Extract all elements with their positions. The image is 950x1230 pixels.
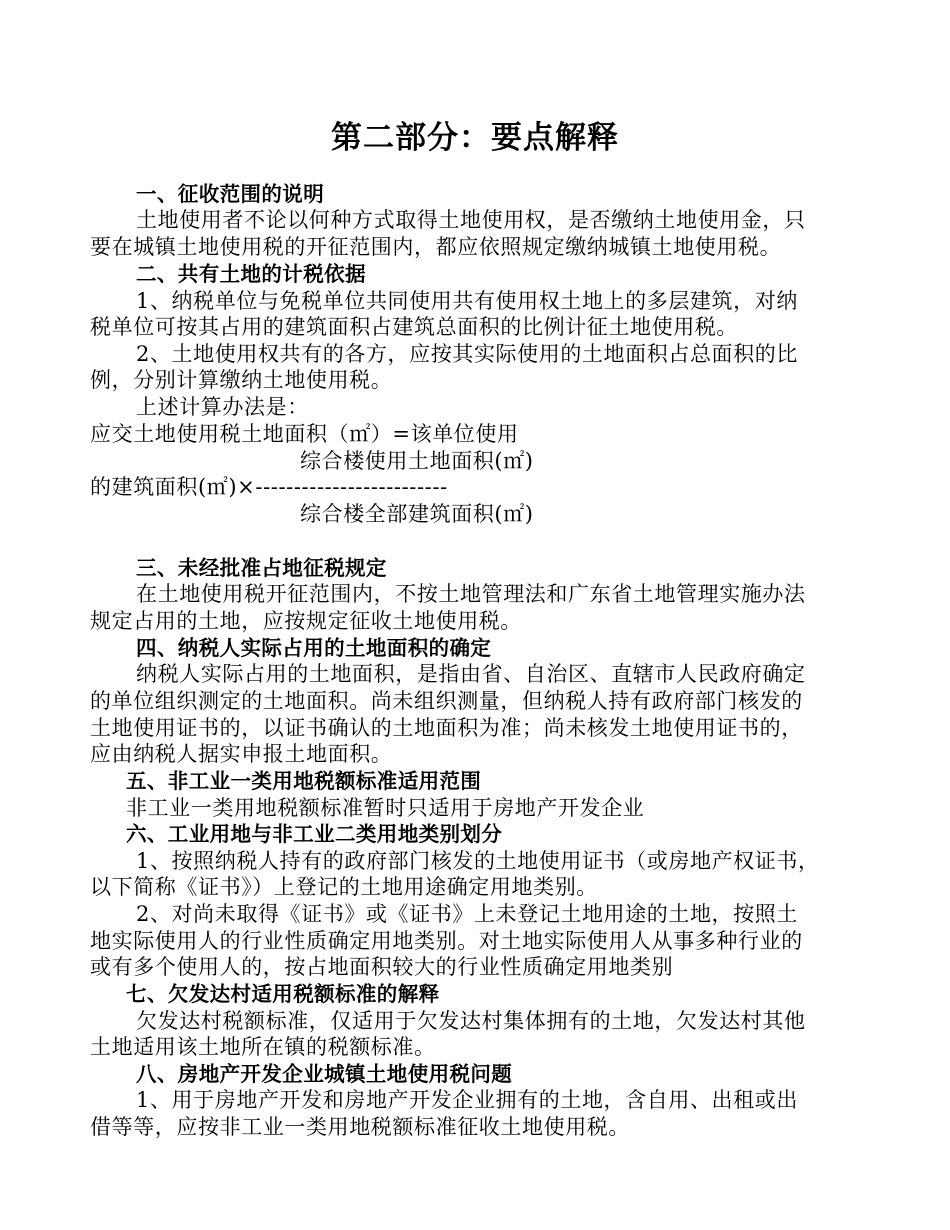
section-heading-3: 三、未经批准占地征税规定 [136,556,387,580]
paragraph-line: 欠发达村税额标准，仅适用于欠发达村集体拥有的土地，欠发达村其他 [136,1009,806,1033]
formula-denominator: 综合楼全部建筑面积(㎡) [300,502,534,526]
paragraph-line: 纳税人实际占用的土地面积，是指由省、自治区、直辖市人民政府确定 [136,662,806,686]
formula-numerator: 综合楼使用土地面积(㎡) [300,449,534,473]
section-heading-1: 一、征收范围的说明 [136,182,325,206]
section-heading-4: 四、纳税人实际占用的土地面积的确定 [136,636,492,660]
paragraph-line: 规定占用的土地，应按规定征收土地使用税。 [90,609,522,633]
paragraph-line: 的单位组织测定的土地面积。尚未组织测量，但纳税人持有政府部门核发的 [90,689,803,713]
paragraph-line: 例，分别计算缴纳土地使用税。 [90,368,393,392]
section-heading-5: 五、非工业一类用地税额标准适用范围 [126,769,482,793]
paragraph-line: 应由纳税人据实申报土地面积。 [90,742,393,766]
paragraph-line: 上述计算办法是： [136,395,309,419]
paragraph-line: 土地适用该土地所在镇的税额标准。 [90,1035,436,1059]
paragraph-line: 以下简称《证书》）上登记的土地用途确定用地类别。 [90,875,598,899]
paragraph-line: 土地使用者不论以何种方式取得土地使用权，是否缴纳土地使用金，只 [136,208,806,232]
formula-line: 应交土地使用税土地面积（㎡）=该单位使用 [90,422,519,446]
paragraph-line: 税单位可按其占用的建筑面积占建筑总面积的比例计征土地使用税。 [90,315,738,339]
section-heading-7: 七、欠发达村适用税额标准的解释 [126,982,440,1006]
paragraph-line: 在土地使用税开征范围内，不按土地管理法和广东省土地管理实施办法 [136,582,806,606]
section-heading-2: 二、共有土地的计税依据 [136,262,366,286]
paragraph-line: 1、纳税单位与免税单位共同使用共有使用权土地上的多层建筑，对纳 [136,289,798,313]
formula-line: 的建筑面积(㎡)×------------------------- [90,475,448,499]
page-title: 第二部分：要点解释 [331,120,619,156]
paragraph-line: 1、用于房地产开发和房地产开发企业拥有的土地，含自用、出租或出 [136,1088,798,1112]
paragraph-line: 或有多个使用人的，按占地面积较大的行业性质确定用地类别 [90,955,674,979]
section-heading-6: 六、工业用地与非工业二类用地类别划分 [126,822,503,846]
paragraph-line: 地实际使用人的行业性质确定用地类别。对土地实际使用人从事多种行业的 [90,929,803,953]
paragraph-line: 2、土地使用权共有的各方，应按其实际使用的土地面积占总面积的比 [136,342,798,366]
paragraph-line: 2、对尚未取得《证书》或《证书》上未登记土地用途的土地，按照土 [136,902,798,926]
paragraph-line: 土地使用证书的，以证书确认的土地面积为准；尚未核发土地使用证书的， [90,716,803,740]
paragraph-line: 非工业一类用地税额标准暂时只适用于房地产开发企业 [126,796,645,820]
paragraph-line: 要在城镇土地使用税的开征范围内，都应依照规定缴纳城镇土地使用税。 [90,235,782,259]
paragraph-line: 借等等，应按非工业一类用地税额标准征收土地使用税。 [90,1115,630,1139]
section-heading-8: 八、房地产开发企业城镇土地使用税问题 [136,1062,513,1086]
paragraph-line: 1、按照纳税人持有的政府部门核发的土地使用证书（或房地产权证书， [136,849,820,873]
